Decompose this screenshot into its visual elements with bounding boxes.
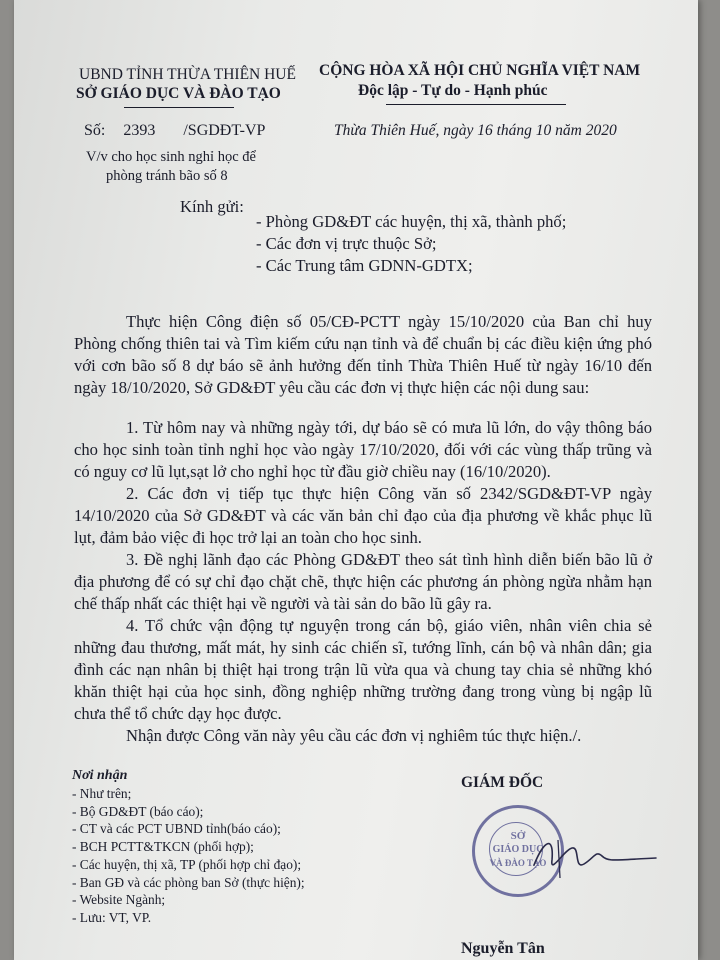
signer-title: GIÁM ĐỐC (461, 774, 544, 791)
agency-name: UBND TỈNH THỪA THIÊN HUẾ (79, 66, 296, 83)
item-1-paragraph: 1. Từ hôm nay và những ngày tới, dự báo sẽ có mưa lũ lớn, do vậy thông báo cho học sinh toàn tỉnh nghỉ học vào ngày 17/10/2020, đối với các vùng thấp trũng và có nguy cơ lũ lụt,sạt lở cho nghỉ học từ đầu giờ chiều nay (16/10/2020). (74, 418, 652, 481)
doc-number-label: Số: (84, 122, 106, 139)
document-page (14, 0, 698, 960)
seal-text-1: SỞ (510, 830, 526, 842)
addressee-1: - Phòng GD&ĐT các huyện, thị xã, thành phố; (256, 212, 567, 231)
recipient-item: - BCH PCTT&TKCN (phối hợp); (72, 839, 254, 855)
recipients-list (72, 785, 305, 927)
agency-underline (124, 107, 234, 108)
addressee-3: - Các Trung tâm GDNN-GDTX; (256, 256, 473, 275)
addressee-2: - Các đơn vị trực thuộc Sở; (256, 234, 437, 253)
recipients-title: Nơi nhận (72, 768, 128, 783)
recipient-item: - Các huyện, thị xã, TP (phối hợp chỉ đạo); (72, 856, 302, 872)
recipient-item: - Bộ GD&ĐT (báo cáo); (72, 803, 204, 819)
nation-title: CỘNG HÒA XÃ HỘI CHỦ NGHĨA VIỆT NAM (319, 62, 641, 79)
intro-paragraph: Thực hiện Công điện số 05/CĐ-PCTT ngày 15/10/2020 của Ban chỉ huy Phòng chống thiên tai và Tìm kiếm cứu nạn tỉnh và để chuẩn bị các điều kiện ứng phó với cơn bão số 8 dự báo sẽ ảnh hưởng đến tỉnh Thừa Thiên Huế từ ngày 16/10 đến ngày 18/10/2020, Sở GD&ĐT yêu cầu các đơn vị thực hiện các nội dung sau: (74, 312, 652, 397)
item-2-paragraph: 2. Các đơn vị tiếp tục thực hiện Công văn số 2342/SGD&ĐT-VP ngày 14/10/2020 của Sở GD&ĐT và các văn bản chỉ đạo của địa phương về khắc phục lũ lụt, đảm bảo việc đi học trở lại an toàn cho học sinh. (74, 484, 652, 547)
place-date: Thừa Thiên Huế, ngày 16 tháng 10 năm 2020 (334, 122, 617, 139)
salutation: Kính gửi: (180, 197, 244, 216)
subject-line-2: phòng tránh bão số 8 (106, 168, 228, 184)
doc-number-line (84, 122, 265, 140)
seal-text-2: GIÁO DỤC (492, 844, 544, 855)
doc-code: /SGDĐT-VP (183, 122, 266, 139)
item-3-paragraph: 3. Đề nghị lãnh đạo các Phòng GD&ĐT theo sát tình hình diễn biến bão lũ ở địa phương để có sự chỉ đạo chặt chẽ, thực hiện các phương án phòng ngừa nhằm hạn chế thấp nhất các thiệt hại về người và tài sản do bão lũ gây ra. (74, 550, 652, 613)
recipient-item: - Website Ngành; (72, 892, 166, 908)
motto-underline (386, 104, 566, 105)
closing-paragraph: Nhận được Công văn này yêu cầu các đơn vị nghiêm túc thực hiện./. (126, 726, 582, 745)
recipient-item: - Như trên; (72, 786, 132, 801)
seal-text-3: VÀ ĐÀO TẠO (489, 858, 547, 868)
recipient-item: - Ban GĐ và các phòng ban Sở (thực hiện); (72, 874, 305, 890)
department-name: SỞ GIÁO DỤC VÀ ĐÀO TẠO (76, 85, 281, 102)
item-4-paragraph: 4. Tổ chức vận động tự nguyện trong cán bộ, giáo viên, nhân viên chia sẻ những đau thương, mất mát, hy sinh các chiến sĩ, tướng lĩnh, cán bộ và nhân dân; gia đình các nạn nhân bị thiệt hại trong trận lũ vừa qua và chung tay chia sẻ những khó khăn thiệt hại của học sinh, đồng nghiệp những trường đang trong vùng bị ngập lũ chưa thể tổ chức dạy học được. (74, 616, 652, 723)
recipient-item: - CT và các PCT UBND tỉnh(báo cáo); (72, 821, 281, 837)
nation-motto: Độc lập - Tự do - Hạnh phúc (358, 82, 548, 99)
recipient-item: - Lưu: VT, VP. (72, 909, 152, 925)
signer-name: Nguyễn Tân (461, 940, 545, 957)
doc-number: 2393 (123, 122, 156, 139)
handwritten-signature (524, 820, 664, 890)
subject-line-1: V/v cho học sinh nghỉ học để (86, 149, 256, 165)
